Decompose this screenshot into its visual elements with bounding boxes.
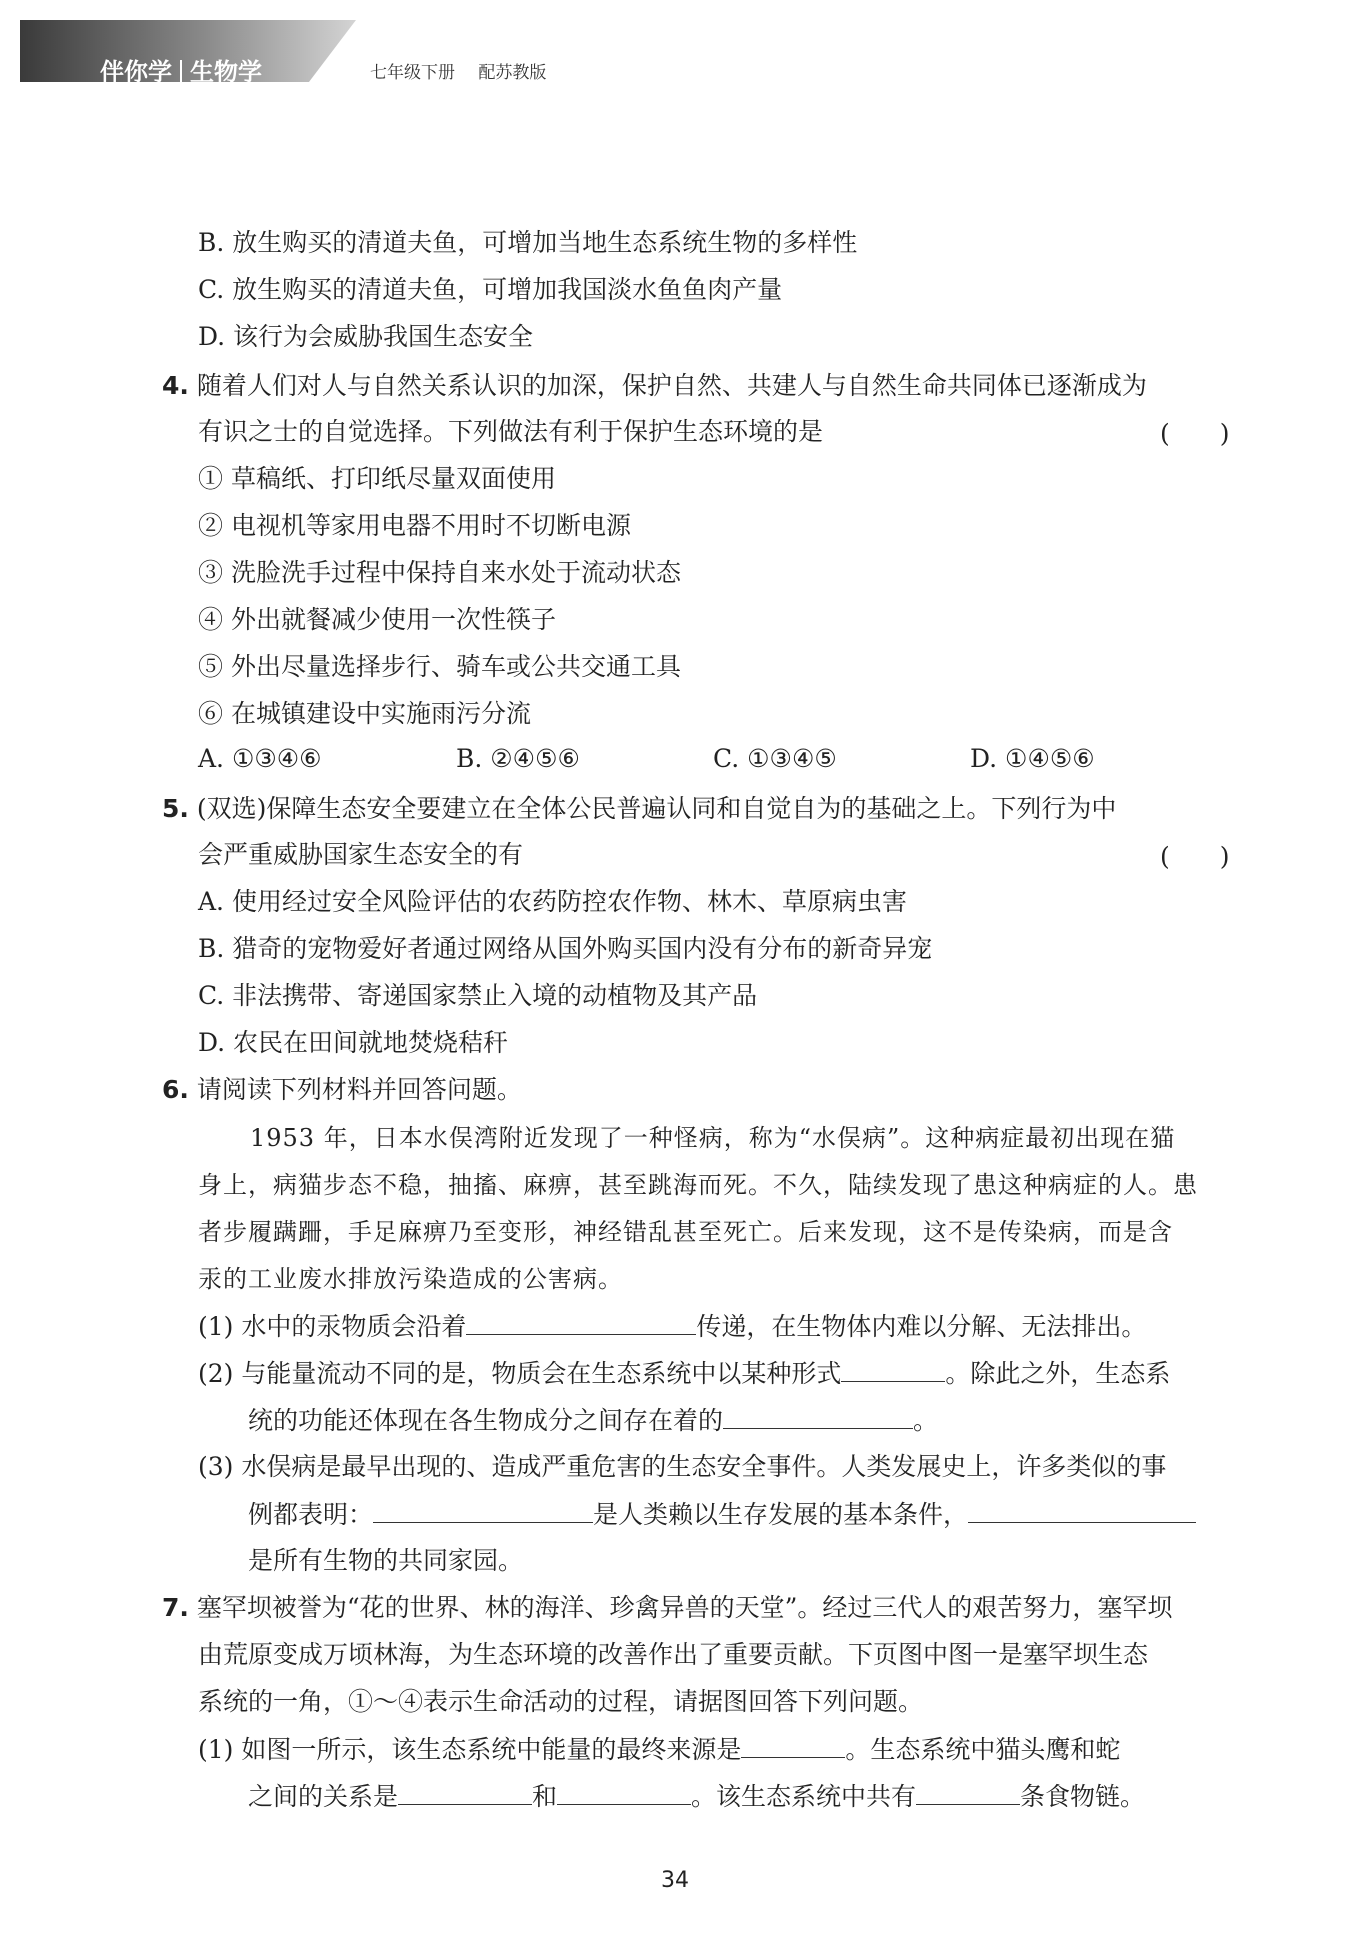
q6-passage-line1: 1953 年，日本水俣湾附近发现了一种怪病，称为“水俣病”。这种病症最初出现在猫 bbox=[250, 1124, 1176, 1152]
header-title bbox=[100, 52, 262, 87]
q5-answer-paren: ( ) bbox=[1160, 842, 1230, 871]
q4-item-1: ① 草稿纸、打印纸尽量双面使用 bbox=[198, 464, 556, 493]
q6-sub3-blank2[interactable] bbox=[968, 1496, 1196, 1523]
q6-number: 6. bbox=[162, 1075, 189, 1104]
q4-number: 4. bbox=[162, 371, 189, 400]
q6-passage-line2: 身上，病猫步态不稳，抽搐、麻痹，甚至跳海而死。不久，陆续发现了患这种病症的人。患 bbox=[198, 1171, 1198, 1199]
subject-name: 生物学 bbox=[190, 58, 262, 86]
header-divider bbox=[180, 60, 182, 86]
q7-sub1-blank2[interactable] bbox=[398, 1778, 532, 1805]
q6-sub3-text-b: 例都表明： bbox=[248, 1500, 374, 1529]
q6-sub2-line1 bbox=[198, 1355, 1170, 1392]
q4-stem-text1: 随着人们对人与自然关系认识的加深，保护自然、共建人与自然生命共同体已逐渐成为 bbox=[196, 371, 1147, 400]
q5-option-c: C. 非法携带、寄递国家禁止入境的动植物及其产品 bbox=[198, 981, 758, 1010]
q7-sub1-blank1[interactable] bbox=[741, 1731, 845, 1758]
q4-item-2: ② 电视机等家用电器不用时不切断电源 bbox=[198, 511, 631, 540]
edition-label: 配苏教版 bbox=[478, 63, 547, 83]
q6-sub2-text-a: (2) 与能量流动不同的是，物质会在生态系统中以某种形式 bbox=[198, 1359, 842, 1388]
q5-stem-text1: (双选)保障生态安全要建立在全体公民普遍认同和自觉自为的基础之上。下列行为中 bbox=[196, 794, 1117, 823]
q7-sub1-text-e: 。该生态系统中共有 bbox=[691, 1782, 917, 1811]
q4-item-3: ③ 洗脸洗手过程中保持自来水处于流动状态 bbox=[198, 558, 681, 587]
q6-sub2-blank1[interactable] bbox=[841, 1355, 945, 1382]
q7-sub1-text-f: 条食物链。 bbox=[1020, 1782, 1146, 1811]
q7-sub1-text-b: 。生态系统中猫头鹰和蛇 bbox=[845, 1735, 1121, 1764]
q7-stem-text1: 塞罕坝被誉为“花的世界、林的海洋、珍禽异兽的天堂”。经过三代人的艰苦努力，塞罕坝 bbox=[196, 1593, 1173, 1622]
q6-sub3-line2 bbox=[248, 1496, 1196, 1533]
q7-sub1-line2 bbox=[248, 1778, 1145, 1815]
q6-sub2-text-c: 统的功能还体现在各生物成分之间存在着的 bbox=[248, 1406, 724, 1435]
q4-item-6: ⑥ 在城镇建设中实施雨污分流 bbox=[198, 699, 531, 728]
q6-stem bbox=[162, 1072, 522, 1108]
page-number: 34 bbox=[661, 1868, 689, 1893]
q7-stem-line1 bbox=[162, 1590, 1172, 1626]
q6-sub1-text-a: (1) 水中的汞物质会沿着 bbox=[198, 1312, 467, 1341]
q4-option-a: A. ①③④⑥ bbox=[198, 744, 322, 773]
q7-sub1-line1 bbox=[198, 1731, 1120, 1768]
q6-stem-text: 请阅读下列材料并回答问题。 bbox=[196, 1075, 522, 1104]
q6-sub2-text-b: 。除此之外，生态系 bbox=[945, 1359, 1171, 1388]
q6-sub3-line3: 是所有生物的共同家园。 bbox=[248, 1546, 524, 1575]
q6-passage-line4: 汞的工业废水排放污染造成的公害病。 bbox=[198, 1265, 623, 1293]
q4-option-b: B. ②④⑤⑥ bbox=[456, 744, 580, 773]
q4-option-d: D. ①④⑤⑥ bbox=[970, 744, 1095, 773]
q7-stem-line3: 系统的一角，①～④表示生命活动的过程，请据图回答下列问题。 bbox=[198, 1687, 924, 1716]
q5-option-b: B. 猎奇的宠物爱好者通过网络从国外购买国内没有分布的新奇异宠 bbox=[198, 934, 933, 963]
q6-sub3-blank1[interactable] bbox=[373, 1496, 593, 1523]
q5-stem-line2: 会严重威胁国家生态安全的有 bbox=[198, 840, 524, 869]
series-name: 伴你学 bbox=[100, 58, 172, 86]
q5-option-a: A. 使用经过安全风险评估的农药防控农作物、林木、草原病虫害 bbox=[198, 887, 907, 916]
q6-passage-line3: 者步履蹒跚，手足麻痹乃至变形，神经错乱甚至死亡。后来发现，这不是传染病，而是含 bbox=[198, 1218, 1173, 1246]
q7-stem-line2: 由荒原变成万顷林海，为生态环境的改善作出了重要贡献。下页图中图一是塞罕坝生态 bbox=[198, 1640, 1149, 1669]
q7-number: 7. bbox=[162, 1593, 189, 1622]
q3-option-b: B. 放生购买的清道夫鱼，可增加当地生态系统生物的多样性 bbox=[198, 228, 858, 257]
q6-sub1 bbox=[198, 1308, 1146, 1345]
q4-answer-paren: ( ) bbox=[1160, 419, 1230, 448]
q4-option-c: C. ①③④⑤ bbox=[713, 744, 837, 773]
q7-sub1-blank4[interactable] bbox=[916, 1778, 1020, 1805]
q4-item-5: ⑤ 外出尽量选择步行、骑车或公共交通工具 bbox=[198, 652, 681, 681]
q6-sub2-text-d: 。 bbox=[913, 1406, 939, 1435]
q6-sub3-line1: (3) 水俣病是最早出现的、造成严重危害的生态安全事件。人类发展史上，许多类似的事 bbox=[198, 1452, 1167, 1481]
q6-sub2-blank2[interactable] bbox=[723, 1402, 913, 1429]
q3-option-d: D. 该行为会威胁我国生态安全 bbox=[198, 322, 534, 351]
q7-sub1-text-c: 之间的关系是 bbox=[248, 1782, 399, 1811]
q6-sub1-blank[interactable] bbox=[466, 1308, 696, 1335]
q4-item-4: ④ 外出就餐减少使用一次性筷子 bbox=[198, 605, 556, 634]
q6-sub3-text-c: 是人类赖以生存发展的基本条件， bbox=[593, 1500, 969, 1529]
q7-sub1-blank3[interactable] bbox=[557, 1778, 691, 1805]
q7-sub1-text-a: (1) 如图一所示，该生态系统中能量的最终来源是 bbox=[198, 1735, 742, 1764]
q3-option-c: C. 放生购买的清道夫鱼，可增加我国淡水鱼鱼肉产量 bbox=[198, 275, 783, 304]
q6-sub1-text-b: 传递，在生物体内难以分解、无法排出。 bbox=[696, 1312, 1147, 1341]
header-subtitle bbox=[370, 58, 564, 83]
q5-stem-line1 bbox=[162, 791, 1116, 827]
q5-option-d: D. 农民在田间就地焚烧秸秆 bbox=[198, 1028, 509, 1057]
q6-sub2-line2 bbox=[248, 1402, 938, 1439]
q5-number: 5. bbox=[162, 794, 189, 823]
grade-label: 七年级下册 bbox=[370, 63, 455, 83]
q4-stem-line2: 有识之士的自觉选择。下列做法有利于保护生态环境的是 bbox=[198, 417, 824, 446]
q7-sub1-text-d: 和 bbox=[532, 1782, 558, 1811]
q4-stem-line1 bbox=[162, 368, 1147, 404]
